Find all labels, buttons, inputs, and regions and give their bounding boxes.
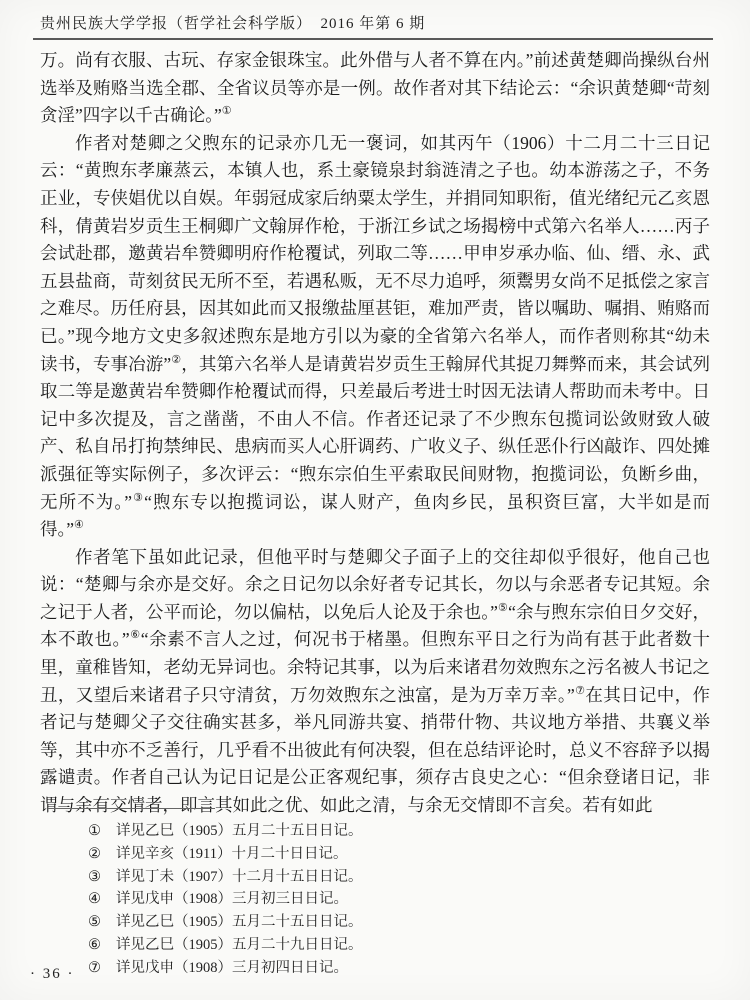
footnote-text: 详见乙巳（1905）五月二十五日日记。: [116, 823, 363, 839]
footnote-item: [88, 866, 648, 889]
footnote-item: [88, 934, 648, 957]
footnote-item: [88, 843, 648, 866]
footnote-ref-6: ⑥: [129, 629, 141, 642]
paragraph-text: 在其日记中，作者记与楚卿父子交往确实甚多，举凡同游共宴、捎带什物、共议地方举措、共襄义举等，其中亦不乏善行，几乎看不出彼此有何决裂，但在总结评论时，总义不容辞予以揭露谴责。作者自己认为记日记是公正客观纪事，须存古良史之心：“但余登诸日记，非谓与余有交情者，即言其如此之优、如此之清，与余无交情即不言矣。若有如此: [40, 684, 710, 816]
paragraph: [40, 544, 710, 820]
footnote-item: [88, 820, 648, 843]
paragraph-text: 万。尚有衣服、古玩、存家金银珠宝。此外借与人者不算在内。”前述黄楚卿尚操纵台州选举及贿赂当选全郡、全省议员等亦是一例。故作者对其下结论云：“余识黄楚卿“苛刻贪淫”四字以千古确论。”: [40, 50, 710, 126]
paragraph-text: 作者笔下虽如此记录，但他平时与楚卿父子面子上的交往却似乎很好，他自己也说：“楚卿与余亦是交好。余之日记勿以余好者专记其长，勿以与余恶者专记其短。余之记于人者，公平而论，勿以偏枯，以免后人论及于余也。”: [40, 546, 710, 622]
footnote-marker: ⑦: [88, 959, 101, 976]
footnote-text: 详见辛亥（1911）十月二十日日记。: [116, 845, 348, 862]
footnote-ref-1: ①: [221, 105, 232, 118]
footnote-separator: [48, 808, 215, 809]
footnote-marker: ③: [88, 868, 101, 885]
paragraph: [40, 130, 710, 544]
journal-header: 贵州民族大学学报（哲学社会科学版） 2016 年第 6 期: [40, 16, 426, 32]
footnote-text: 详见戊申（1908）三月初四日日记。: [116, 959, 348, 976]
footnote-marker: ④: [88, 891, 101, 908]
article-body: [40, 47, 710, 820]
paragraph-text: “余与煦东宗伯日夕交好，本不敢也。”: [40, 601, 710, 650]
footnote-ref-4: ④: [74, 519, 84, 532]
footnote-item: [88, 957, 648, 980]
footnote-item: [88, 888, 648, 911]
footnote-text: 详见乙巳（1905）五月二十九日日记。: [116, 936, 363, 953]
footnote-ref-7: ⑦: [574, 684, 586, 697]
footnote-ref-3: ③: [132, 491, 145, 504]
footnote-text: 详见乙巳（1905）五月二十五日日记。: [116, 914, 363, 931]
footnote-marker: ②: [88, 845, 101, 862]
footnote-item: [88, 911, 648, 934]
footnote-marker: ①: [88, 823, 101, 839]
footnote-marker: ⑤: [88, 914, 101, 931]
footnote-text: 详见丁未（1907）十二月十五日日记。: [116, 868, 363, 885]
footnote-marker: ⑥: [88, 936, 101, 953]
page-number: · 36 ·: [30, 966, 75, 982]
footnote-text: 详见戊申（1908）三月初三日日记。: [116, 891, 348, 908]
paragraph-text: ，其第六名举人是请黄岩岁贡生王翰屏代其捉刀舞弊而来，其会试列取二等是邀黄岩牟赞卿作枪覆试而得，只差最后考进士时因无法请人帮助而未考中。日记中多次提及，言之凿凿，不由人不信。作者还记录了不少煦东包揽词讼敛财致人破产、私自吊打拘禁绅民、患病而买人心肝调药、广收义子、纵任恶仆行凶敲诈、四处摊派强征等实际例子，多次评云：“煦东宗伯生平索取民间财物，抱揽词讼，负断乡曲，无所不为。”: [40, 353, 710, 512]
paragraph: [40, 47, 710, 130]
header-divider: [33, 38, 713, 40]
paragraph-text: 作者对楚卿之父煦东的记录亦几无一褒词，如其丙午（1906）十二月二十三日记云：“黄煦东孝廉蒸云，本镇人也，系土豪镜泉封翁涟清之子也。幼本游荡之子，不务正业，专侠娼优以自娱。年弱冠成家后纳粟太学生，并捐同知职衔，值光绪纪元乙亥恩科，倩黄岩岁贡生王桐卿广文翰屏作枪，于浙江乡试之场揭榜中式第六名举人……丙子会试赴郡，邀黄岩牟赞卿明府作枪覆试，列取二等……甲申岁承办临、仙、缙、永、武五县盐商，苛刻贫民无所不至，若遇私贩，无不尽力追呼，须鬻男女尚不足抵偿之家言之难尽。历任府县，因其如此而又报缴盐厘甚钜，难加严责，皆以嘱助、嘱捐、贿赂而已。”现今地方文史多叙述煦东是地方引以为豪的全省第六名举人，而作者则称其“幼未读书，专事冶游”: [40, 132, 710, 374]
footnote-ref-5: ⑤: [497, 602, 509, 615]
footnote-list: [88, 820, 648, 980]
paragraph-text: “煦东专以抱揽词讼，谋人财产，鱼肉乡民，虽积资巨富，大半如是而得。”: [40, 491, 710, 540]
paragraph-text: “余素不言人之过，何况书于楮墨。但煦东平日之行为尚有甚于此者数十里，童稚皆知，老幼无异词也。余特记其事，以为后来诸君勿效煦东之污名被人书记之丑，又望后来诸君子只守清贫，万勿效煦东之浊富，是为万幸万幸。”: [40, 629, 710, 705]
footnote-ref-2: ②: [171, 353, 182, 366]
